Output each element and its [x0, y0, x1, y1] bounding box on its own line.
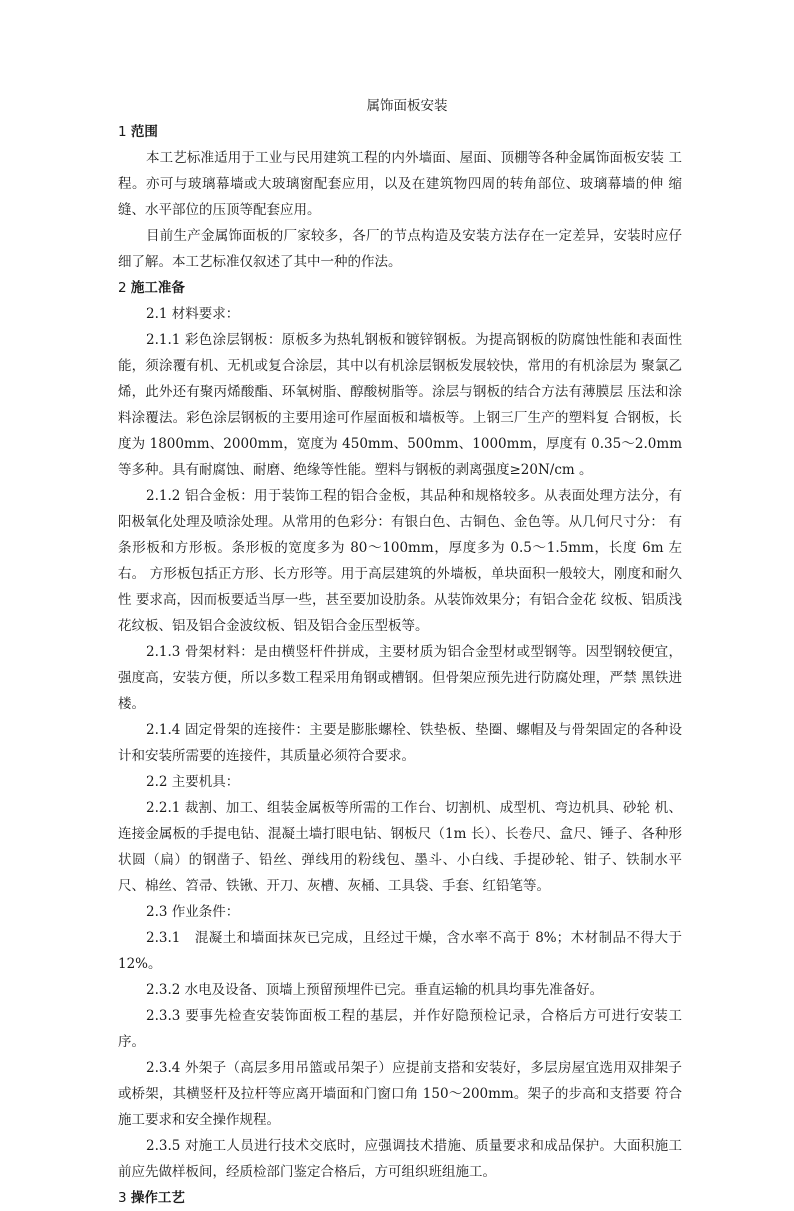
section-number: 1: [118, 124, 127, 140]
section-number: 3: [118, 1190, 127, 1206]
paragraph: 2.1.2 铝合金板：用于装饰工程的铝合金板，其品种和规格较多。从表面处理方法分，有阳极氧化处理及喷涂处理。从常用的色彩分：有银白色、古铜色、金色等。从几何尺寸分： 有条形板和方形板。条形板的宽度多为 80～100mm，厚度多为 0.5～1.5mm，长度 6m 左右。 方形板包括正方形、长方形等。用于高层建筑的外墙板，单块面积一般较大，刚度和耐久性 要求高，因而板要适当厚一些，甚至要加设肋条。从装饰效果分；有铝合金花 纹板、铝质浅花纹板、铝及铝合金波纹板、铝及铝合金压型板等。: [118, 488, 682, 634]
section-heading-1: [118, 119, 682, 145]
paragraph: 2.1.1 彩色涂层钢板：原板多为热轧钢板和镀锌钢板。为提高钢板的防腐蚀性能和表面性能，须涂覆有机、无机或复合涂层，其中以有机涂层钢板发展较快，常用的有机涂层为 聚氯乙烯，此外还有聚丙烯酸酯、环氧树脂、醇酸树脂等。涂层与钢板的结合方法有薄膜层 压法和涂料涂覆法。彩色涂层钢板的主要用途可作屋面板和墙板等。上钢三厂生产的塑料复 合钢板，长度为 1800mm、2000mm，宽度为 450mm、500mm、1000mm，厚度有 0.35～2.0mm 等多种。具有耐腐蚀、耐磨、绝缘等性能。塑料与钢板的剥离强度≥20N/cm 。: [118, 332, 682, 478]
paragraph: 2.3.3 要事先检查安装饰面板工程的基层，并作好隐预检记录，合格后方可进行安装工序。: [118, 1008, 682, 1050]
subsection-heading: 2.2 主要机具：: [146, 774, 240, 790]
section-title: 范围: [130, 124, 158, 140]
paragraph: 2.3.1 混凝土和墙面抹灰已完成，且经过干燥，含水率不高于 8%；木材制品不得大于 12%。: [118, 930, 682, 972]
section-heading-2: [118, 275, 682, 301]
document-page: [118, 93, 682, 1211]
paragraph: 2.3.2 水电及设备、顶墙上预留预埋件已完。垂直运输的机具均事先准备好。: [146, 982, 604, 998]
section-number: 2: [118, 280, 127, 296]
paragraph: 本工艺标准适用于工业与民用建筑工程的内外墙面、屋面、顶棚等各种金属饰面板安装 工程。亦可与玻璃幕墙或大玻璃窗配套应用，以及在建筑物四周的转角部位、玻璃幕墙的伸 缩缝、水平部位的压顶等配套应用。: [118, 150, 682, 218]
paragraph: 2.3.4 外架子（高层多用吊篮或吊架子）应提前支搭和安装好，多层房屋宜选用双排架子或桥架，其横竖杆及拉杆等应离开墙面和门窗口角 150～200mm。架子的步高和支搭要 符合施工要求和安全操作规程。: [118, 1060, 682, 1128]
paragraph: 2.1.3 骨架材料：是由横竖杆件拼成，主要材质为铝合金型材或型钢等。因型钢较便宜，强度高，安装方便，所以多数工程采用角钢或槽钢。但骨架应预先进行防腐处理，严禁 黑铁进楼。: [118, 644, 682, 712]
section-heading-3: [118, 1185, 682, 1211]
subsection-heading: 2.3 作业条件：: [146, 904, 240, 920]
document-title: 属饰面板安装: [366, 98, 448, 114]
subsection-heading: 2.1 材料要求：: [146, 306, 240, 322]
paragraph: 2.3.5 对施工人员进行技术交底时，应强调技术措施、质量要求和成品保护。大面积施工前应先做样板间，经质检部门鉴定合格后，方可组织班组施工。: [118, 1138, 682, 1180]
paragraph: 2.2.1 裁割、加工、组装金属板等所需的工作台、切割机、成型机、弯边机具、砂轮 机、连接金属板的手提电钻、混凝土墙打眼电钻、钢板尺（1m 长）、长卷尺、盒尺、锤子、各种形状圆（扁）的钢凿子、铅丝、弹线用的粉线包、墨斗、小白线、手提砂轮、钳子、铁制水平尺、棉丝、笤帚、铁锹、开刀、灰槽、灰桶、工具袋、手套、红铅笔等。: [118, 800, 682, 894]
section-title: 施工准备: [130, 280, 185, 296]
paragraph: 2.1.4 固定骨架的连接件：主要是膨胀螺栓、铁垫板、垫圈、螺帽及与骨架固定的各种设计和安装所需要的连接件，其质量必须符合要求。: [118, 722, 682, 764]
section-title: 操作工艺: [130, 1190, 185, 1206]
paragraph: 目前生产金属饰面板的厂家较多，各厂的节点构造及安装方法存在一定差异，安装时应仔细了解。本工艺标准仅叙述了其中一种的作法。: [118, 228, 682, 270]
